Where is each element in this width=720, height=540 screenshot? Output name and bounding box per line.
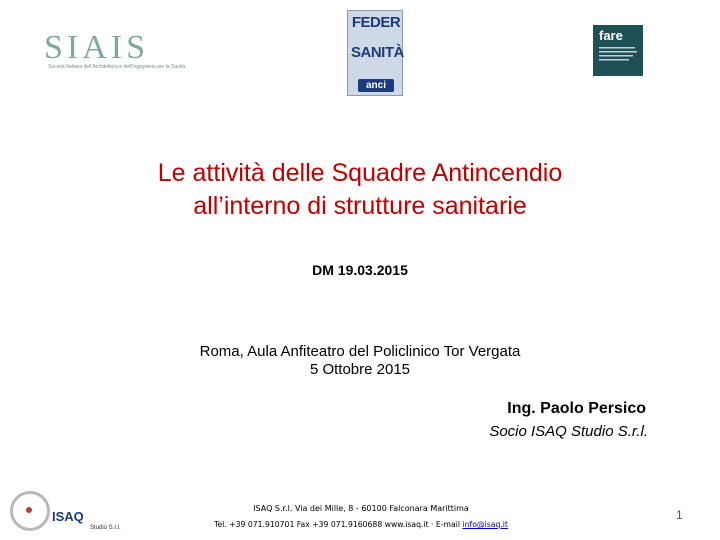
fare-logo-fineprint	[599, 47, 639, 69]
federsanita-logo	[347, 10, 403, 96]
federsanita-logo-line2: SANITÀ	[351, 44, 404, 61]
slide-subtitle: DM 19.03.2015	[312, 262, 408, 278]
isaq-logo	[8, 487, 124, 535]
footer-address: ISAQ S.r.l. Via dei Mille, 8 - 60100 Falconara Marittima	[253, 504, 469, 513]
footer-contacts	[180, 520, 542, 529]
event-place: Roma, Aula Anfiteatro del Policlinico Tor Vergata	[199, 343, 521, 360]
isaq-logo-studio: Studio S.r.l.	[90, 525, 121, 531]
slide-title-line2: all’interno di strutture sanitarie	[193, 192, 527, 220]
federsanita-logo-anci: anci	[358, 79, 394, 92]
isaq-logo-dot-icon	[26, 507, 32, 513]
slide-title-line1: Le attività delle Squadre Antincendio	[157, 159, 563, 187]
slide-number: 1	[676, 508, 683, 522]
fare-logo-word: fare	[599, 28, 623, 43]
siais-logo-letters: SIAIS	[44, 29, 150, 66]
siais-logo	[42, 29, 194, 74]
footer-contacts-text: Tel. +39 071.910701 Fax +39 071.9160688 www.isaq.it · E-mail	[214, 520, 461, 529]
event-date: 5 Ottobre 2015	[309, 361, 411, 378]
isaq-logo-name: ISAQ	[52, 509, 84, 524]
siais-logo-tagline: Società Italiana dell'Architettura e dell'Ingegneria per la Sanità	[48, 64, 186, 70]
author-role: Socio ISAQ Studio S.r.l.	[489, 423, 648, 440]
author-name: Ing. Paolo Persico	[507, 400, 646, 417]
slide-title	[60, 157, 660, 223]
event-place-date	[150, 343, 570, 379]
footer-email-link[interactable]: info@isaq.it	[462, 520, 508, 529]
fare-logo	[593, 25, 643, 76]
federsanita-logo-line1: FEDER	[351, 14, 401, 31]
